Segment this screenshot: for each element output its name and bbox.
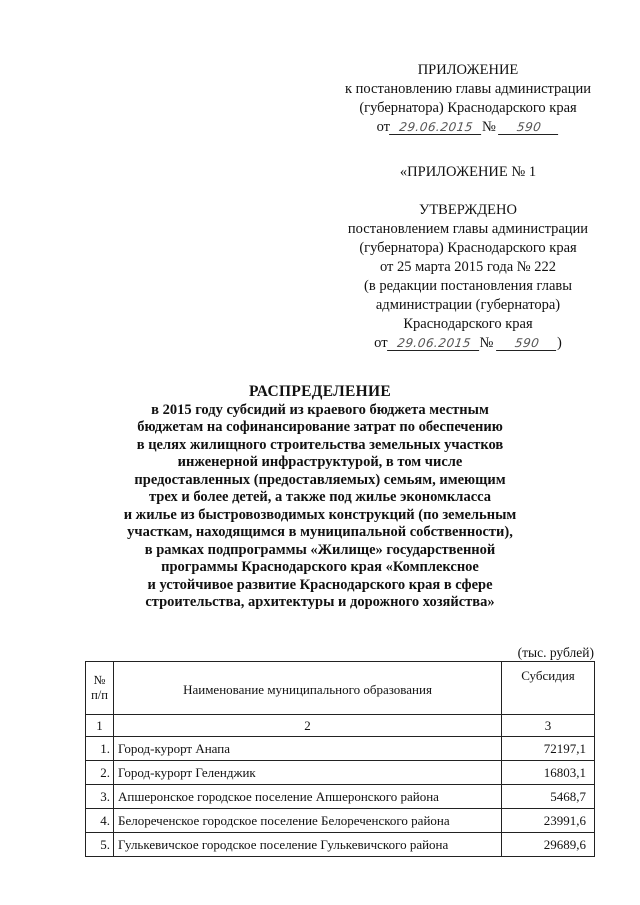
- row-number: 3.: [86, 785, 114, 809]
- row-name: Апшеронское городское поселение Апшеронского района: [114, 785, 502, 809]
- column-index: 1: [86, 715, 114, 737]
- handwritten-date: 29.06.2015: [389, 121, 483, 135]
- title-line: в 2015 году субсидий из краевого бюджета местным: [151, 401, 489, 418]
- title-line: трех и более детей, а также под жилье экономкласса: [148, 489, 491, 505]
- table-row: [86, 833, 595, 857]
- header-number-line1: №: [93, 673, 106, 687]
- approval-line-6: Краснодарского края: [403, 316, 533, 332]
- approval-line-1: постановлением главы администрации: [347, 221, 589, 237]
- handwritten-number: 590: [496, 337, 558, 351]
- title-line: бюджетам на софинансирование затрат по обеспечению: [137, 419, 503, 435]
- header-subsidy: Субсидия: [502, 662, 595, 715]
- appendix-title: ПРИЛОЖЕНИЕ: [417, 62, 519, 78]
- title-line: строительства, архитектуры и дорожного хозяйства»: [145, 594, 495, 610]
- approval-date-line: [318, 334, 618, 353]
- appendix-line-1: к постановлению главы администрации: [344, 81, 592, 97]
- handwritten-number: 590: [498, 121, 560, 135]
- approval-line-4: (в редакции постановления главы: [364, 278, 572, 294]
- approval-block: [318, 163, 618, 353]
- header-number: [86, 662, 114, 715]
- row-name: Город-курорт Геленджик: [114, 761, 502, 785]
- row-number: 2.: [86, 761, 114, 785]
- table-row: [86, 785, 595, 809]
- from-label: от: [374, 335, 388, 351]
- approved-label: УТВЕРЖДЕНО: [419, 202, 517, 218]
- row-value: 72197,1: [502, 737, 595, 761]
- table-row: [86, 737, 595, 761]
- title-main: РАСПРЕДЕЛЕНИЕ: [249, 383, 391, 400]
- header-number-line2: п/п: [91, 688, 108, 702]
- appendix-line-2: (губернатора) Краснодарского края: [359, 100, 577, 116]
- row-number: 5.: [86, 833, 114, 857]
- title-line: в рамках подпрограммы «Жилище» государственной: [144, 541, 496, 558]
- approval-line-2: (губернатора) Краснодарского края: [359, 240, 577, 256]
- subsidy-table: [85, 661, 595, 857]
- row-value: 29689,6: [502, 833, 595, 857]
- row-value: 16803,1: [502, 761, 595, 785]
- handwritten-date: 29.06.2015: [387, 337, 481, 351]
- title-line: предоставленных (предоставляемых) семьям, имеющим: [134, 471, 506, 488]
- row-name: Белореченское городское поселение Белореченского района: [114, 809, 502, 833]
- title-line: и жилье из быстровозводимых конструкций (по земельным: [123, 506, 517, 523]
- title-line: инженерной инфраструктурой, в том числе: [177, 454, 463, 470]
- header-name: Наименование муниципального образования: [114, 662, 502, 715]
- row-name: Гулькевичское городское поселение Гулькевичского района: [114, 833, 502, 857]
- title-line: программы Краснодарского края «Комплексное: [161, 559, 479, 575]
- title-line: участкам, находящимся в муниципальной собственности),: [127, 524, 513, 540]
- row-value: 23991,6: [502, 809, 595, 833]
- table-header-row: [86, 662, 595, 715]
- appendix-header: [318, 61, 618, 137]
- appendix1-title: «ПРИЛОЖЕНИЕ № 1: [399, 164, 537, 180]
- from-label: от: [376, 119, 390, 135]
- title-line: в целях жилищного строительства земельных участков: [136, 436, 504, 453]
- column-index-row: [86, 715, 595, 737]
- number-label: №: [481, 119, 496, 135]
- document-title: [90, 383, 550, 612]
- number-label: №: [479, 335, 494, 351]
- row-number: 4.: [86, 809, 114, 833]
- row-name: Город-курорт Анапа: [114, 737, 502, 761]
- approval-line-3: от 25 марта 2015 года № 222: [380, 259, 556, 275]
- appendix-date-line: [318, 118, 618, 137]
- row-value: 5468,7: [502, 785, 595, 809]
- table-row: [86, 809, 595, 833]
- closing-paren: ): [557, 335, 562, 351]
- row-number: 1.: [86, 737, 114, 761]
- column-index: 2: [114, 715, 502, 737]
- units-label: (тыс. рублей): [517, 645, 594, 660]
- column-index: 3: [502, 715, 595, 737]
- approval-line-5: администрации (губернатора): [375, 297, 561, 313]
- title-line: и устойчивое развитие Краснодарского края в сфере: [147, 576, 493, 593]
- table-row: [86, 761, 595, 785]
